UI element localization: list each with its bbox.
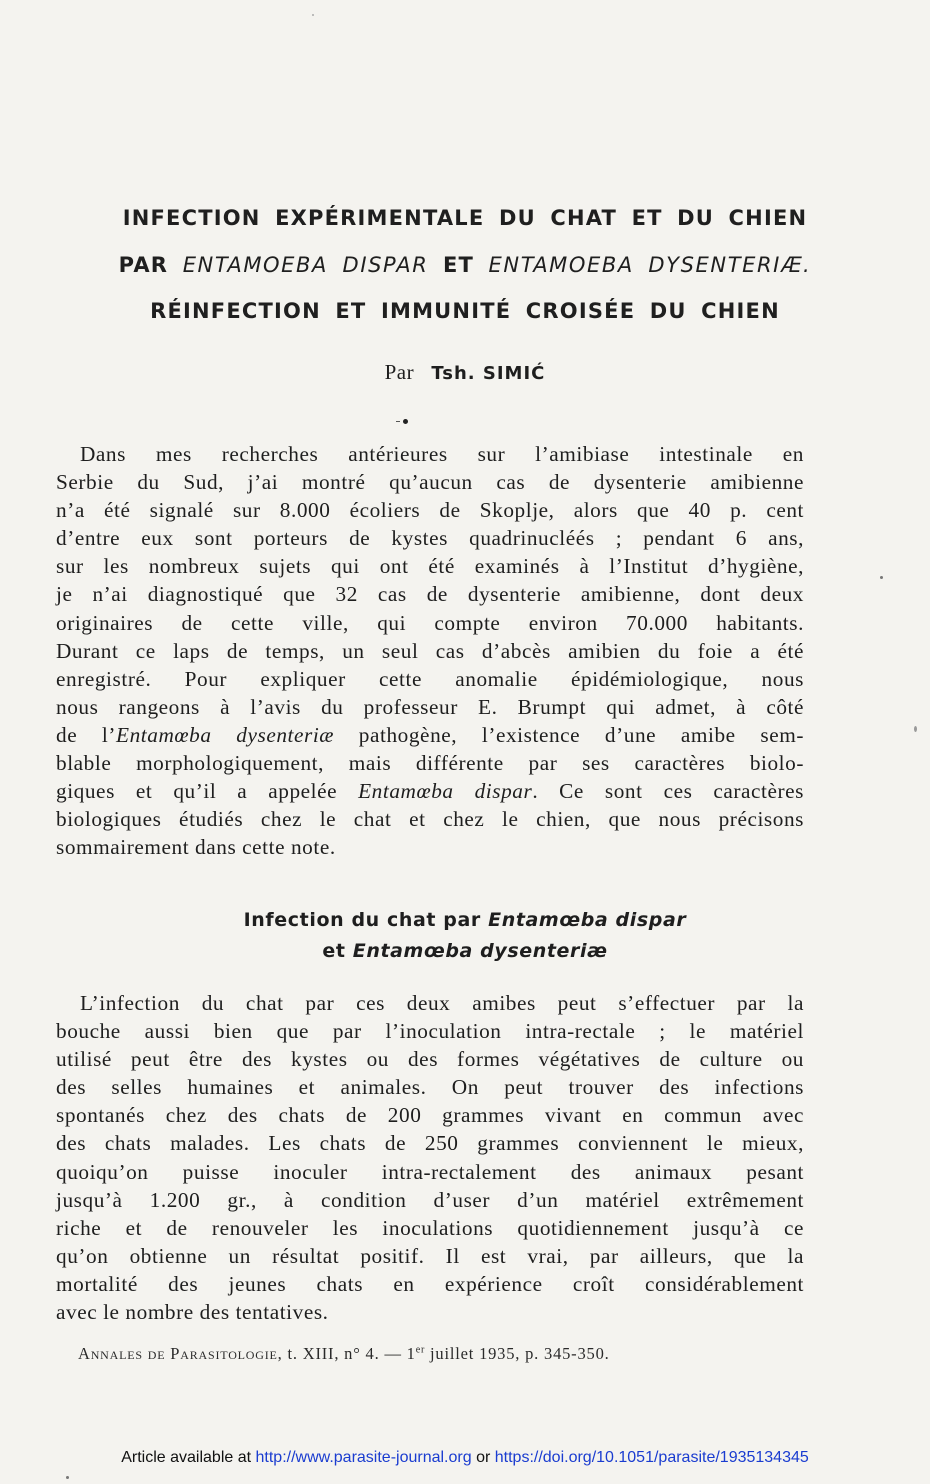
text-line: qu’on obtienne un résultat positif. Il est vrai, par ailleurs, que la <box>56 1243 804 1268</box>
text-line: utilisé peut être des kystes ou des formes végétatives de culture ou <box>56 1047 804 1072</box>
text-line: avec le nombre des tentatives. <box>56 1300 329 1325</box>
text-fragment: pathogène, l’existence d’une amibe sem- <box>334 722 804 747</box>
text-line: mortalité des jeunes chats en expérience croît considérablement <box>56 1271 804 1296</box>
text-line: originaires de cette ville, qui compte environ 70.000 habitants. <box>56 610 804 635</box>
text-line: des chats malades. Les chats de 250 grammes conviennent le mieux, <box>56 1131 804 1156</box>
ordinal-suffix: er <box>415 1344 426 1356</box>
title-line-1: INFECTION EXPÉRIMENTALE DU CHAT ET DU CHIEN <box>122 206 808 230</box>
text-line: biologiques étudiés chez le chat et chez le chien, que nous précisons <box>56 807 804 832</box>
separator-ornament <box>390 419 420 425</box>
byline-prefix: Par <box>384 360 415 384</box>
author-name: Tsh. SIMIĆ <box>431 363 546 384</box>
title-par: PAR <box>118 253 169 277</box>
text-line: enregistré. Pour expliquer cette anomalie épidémiologique, nous <box>56 666 804 691</box>
article-availability-footer <box>0 1449 930 1467</box>
species-name: Entamœba dysenteriæ <box>116 722 335 747</box>
text-line: nous rangeons à l’avis du professeur E. Brumpt qui admet, à côté <box>56 694 804 719</box>
text-line: des selles humaines et animales. On peut trouver des infections <box>56 1075 804 1100</box>
text-line: sur les nombreux sujets qui ont été examinés à l’Institut d’hygiène, <box>56 554 804 579</box>
heading-fragment: et <box>322 940 353 962</box>
text-line: spontanés chez des chats de 200 grammes vivant en commun avec <box>56 1103 804 1128</box>
title-et: ET <box>442 253 475 277</box>
scan-speck <box>880 576 883 579</box>
text-line: Serbie du Sud, j’ai montré qu’aucun cas de dysenterie amibienne <box>56 470 804 495</box>
title-line-3: RÉINFECTION ET IMMUNITÉ CROISÉE DU CHIEN <box>150 299 780 323</box>
scan-speck <box>914 726 917 732</box>
footer-prefix: Article available at <box>121 1449 256 1466</box>
journal-volume: t. XIII, n° 4. — 1 <box>282 1344 416 1363</box>
journal-reference <box>78 1344 778 1364</box>
byline <box>0 360 930 385</box>
text-fragment: de l’ <box>56 722 117 747</box>
text-line: Dans mes recherches antérieures sur l’amibiase intestinale en <box>80 442 804 466</box>
text-fragment: . Ce sont ces caractères <box>532 779 804 804</box>
text-line: L’infection du chat par ces deux amibes peut s’effectuer par la <box>80 991 804 1015</box>
title-genus-1: ENTAMOEBA <box>182 253 329 277</box>
text-line: sommairement dans cette note. <box>56 835 336 860</box>
text-line: d’entre eux sont porteurs de kystes quadrinucléés ; pendant 6 ans, <box>56 526 804 551</box>
heading-fragment: Infection du chat par <box>243 909 489 931</box>
species-name: Entamœba dispar <box>488 909 687 931</box>
text-line: Durant ce laps de temps, un seul cas d’abcès amibien du foie a été <box>56 638 804 663</box>
text-line: jusqu’à 1.200 gr., à condition d’user d’un matériel extrêmement <box>56 1187 804 1212</box>
section-heading <box>0 905 930 967</box>
scan-speck <box>312 14 314 16</box>
journal-date: juillet 1935, p. 345-350. <box>425 1344 610 1363</box>
footer-or: or <box>471 1449 495 1466</box>
text-line: bouche aussi bien que par l’inoculation intra-rectale ; le matériel <box>56 1019 804 1044</box>
title-species-1: DISPAR <box>342 253 429 277</box>
doi-link[interactable]: https://doi.org/10.1051/parasite/1935134345 <box>494 1449 809 1466</box>
title-species-2: DYSENTERIÆ. <box>648 253 812 277</box>
text-line: quoiqu’on puisse inoculer intra-rectalement des animaux pesant <box>56 1159 804 1184</box>
species-name: Entamœba dysenteriæ <box>352 940 608 962</box>
section-heading-line-2 <box>0 936 930 967</box>
text-line: je n’ai diagnostiqué que 32 cas de dysenterie amibienne, dont deux <box>56 582 804 607</box>
title-line-2 <box>0 253 930 277</box>
journal-name: Annales de Parasitologie, <box>78 1344 283 1363</box>
text-line <box>56 721 804 749</box>
title-genus-2: ENTAMOEBA <box>488 253 634 277</box>
text-line: n’a été signalé sur 8.000 écoliers de Skoplje, alors que 40 p. cent <box>56 498 804 523</box>
scan-speck <box>66 1476 69 1479</box>
text-line <box>56 777 804 805</box>
section-heading-line-1 <box>0 905 930 936</box>
text-line: riche et de renouveler les inoculations quotidiennement jusqu’à ce <box>56 1215 804 1240</box>
text-line: blable morphologiquement, mais différente par ses caractères biolo- <box>56 751 804 776</box>
paragraph-intro <box>56 440 804 861</box>
text-fragment: giques et qu’il a appelée <box>56 779 359 804</box>
paragraph-infection-cat <box>56 989 804 1326</box>
journal-website-link[interactable]: http://www.parasite-journal.org <box>255 1449 472 1466</box>
species-name: Entamœba dispar <box>358 779 533 804</box>
